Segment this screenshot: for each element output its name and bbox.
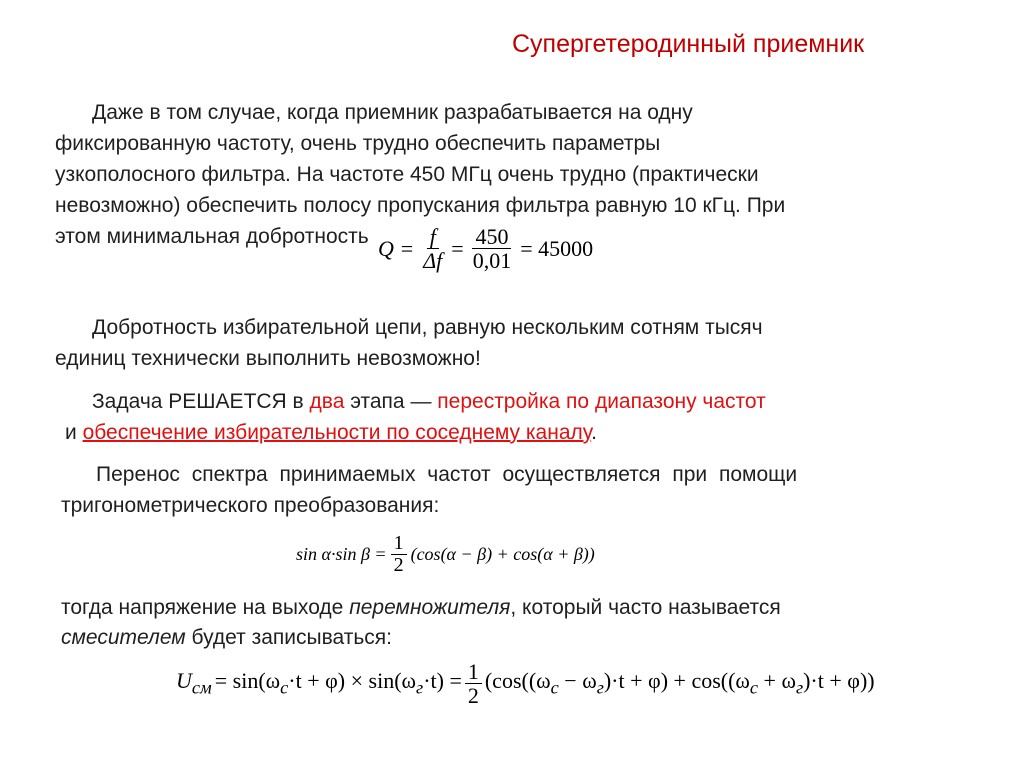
para5-line1 — [61, 592, 781, 623]
para5-italic1: перемножителя — [349, 596, 511, 619]
formula-trig-rhs: (cos(α − β) + cos(α + β)) — [410, 544, 595, 564]
formula-q-f: f — [427, 225, 439, 249]
formula-q-result: = 45000 — [520, 235, 594, 261]
para2-line2: единиц технически выполнить невозможно! — [55, 347, 481, 370]
para4-line2: тригонометрического преобразования: — [61, 494, 440, 517]
formula-u — [176, 660, 875, 707]
para3-line2-seg3: . — [591, 421, 597, 444]
para1-line2: фиксированную частоту, очень трудно обеспечить параметры — [55, 132, 661, 155]
formula-u-lhs: $U_{см}$ — [176, 668, 212, 698]
para5-line2-seg1: будет записываться: — [185, 626, 392, 649]
formula-trig — [296, 533, 595, 576]
formula-q-lhs: Q = — [378, 235, 415, 261]
para5-seg1: тогда напряжение на выходе — [61, 596, 350, 619]
formula-u-num: 1 — [465, 660, 482, 684]
para5-line2 — [61, 622, 392, 653]
para1-line4: невозможно) обеспечить полосу пропускания фильтра равную 10 кГц. При — [55, 194, 786, 217]
formula-trig-lhs: sin α·sin β = — [296, 544, 387, 564]
para3-seg3: этапа — — [344, 390, 438, 413]
para3-line2 — [65, 417, 597, 448]
para2-line1: Добротность избирательной цепи, равную нескольким сотням тысяч — [92, 316, 763, 339]
para1-line3: узкополосного фильтра. На частоте 450 МГц очень трудно (практически — [55, 163, 759, 186]
formula-trig-num: 1 — [391, 533, 407, 555]
para1-line1: Даже в том случае, когда приемник разрабатывается на одну — [92, 101, 693, 124]
formula-q-den: 0,01 — [472, 248, 512, 274]
formula-q-delta-f: Δf — [423, 248, 443, 274]
para3-line2-seg2: обеспечение избирательности по соседнему каналу — [82, 421, 592, 444]
para3-seg4: перестройка по диапазону частот — [437, 390, 766, 413]
formula-u-rhs: $(\cos((\omega_c - \omega_г)\cdot t + \varphi) + \cos((\omega_c + \omega_г)\cdot t + \varphi))$ — [484, 668, 875, 698]
para3-line1 — [92, 386, 766, 417]
para5-seg2: , который часто называется — [510, 596, 781, 619]
formula-u-den: 2 — [467, 683, 479, 709]
formula-q: Q = $\frac{f}{\Delta f}$ = $\frac{450}{0,01}$ = 45000 — [378, 224, 594, 274]
formula-u-frac — [465, 660, 482, 707]
formula-u-mid: = $\sin(\omega_c\cdot t + \varphi) \times \sin(\omega_г\cdot t)$ = — [214, 668, 462, 698]
slide-title: Супергетеродинный приемник — [512, 30, 865, 58]
para1-line5: этом минимальная добротность — [55, 225, 369, 248]
para5-italic2: смесителем — [61, 626, 186, 649]
formula-trig-frac — [391, 533, 407, 576]
formula-q-num: 450 — [472, 225, 511, 249]
formula-trig-den: 2 — [393, 554, 404, 576]
formula-q-frac2 — [470, 225, 515, 272]
formula-q-frac1 — [420, 225, 445, 272]
para3-line2-seg1: и — [65, 421, 83, 444]
para3-seg2: два — [309, 390, 345, 413]
para4-line1: Перенос спектра принимаемых частот осуществляется при помощи — [96, 463, 798, 486]
para3-seg1: Задача РЕШАЕТСЯ в — [92, 390, 310, 413]
